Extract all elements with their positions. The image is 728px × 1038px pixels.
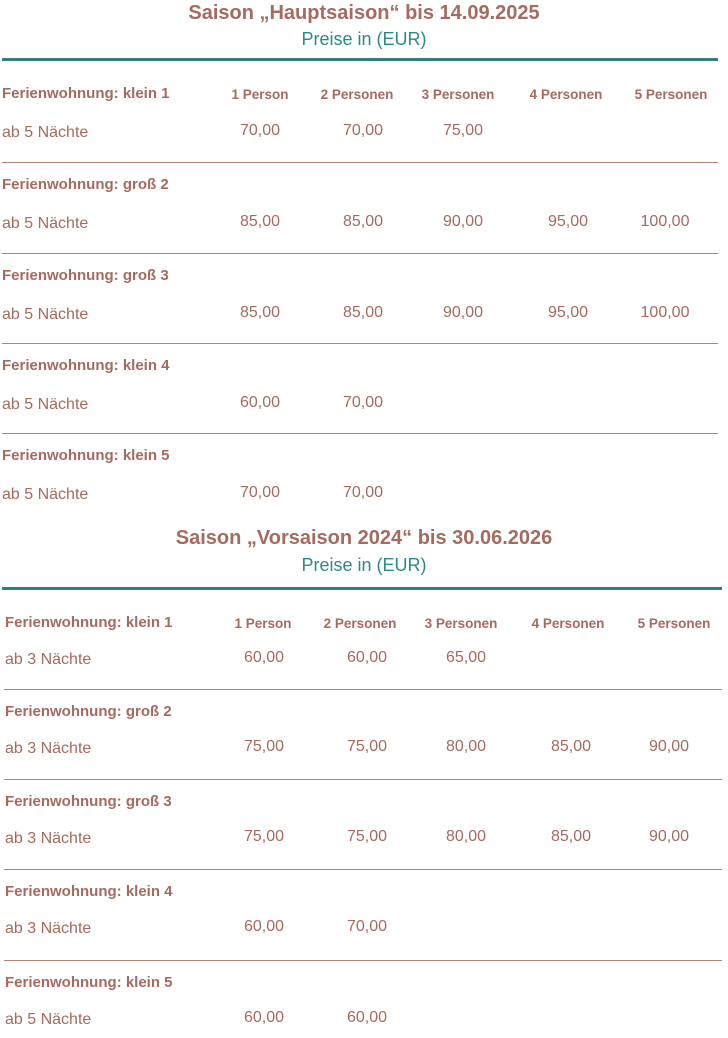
price-cell: 75,00 [243, 738, 285, 755]
minimum-nights: ab 5 Nächte [2, 396, 89, 413]
minimum-nights: ab 3 Nächte [5, 651, 92, 668]
price-cell: 85,00 [550, 738, 592, 755]
price-cell: 80,00 [445, 828, 487, 845]
price-cell: 100,00 [640, 304, 690, 321]
price-cell: 90,00 [648, 738, 690, 755]
season-section [0, 527, 728, 1037]
apartment-name: Ferienwohnung: klein 4 [2, 357, 170, 374]
price-cell: 65,00 [445, 649, 487, 666]
row-divider [2, 343, 718, 344]
price-cell: 85,00 [342, 213, 384, 230]
price-cell: 70,00 [239, 484, 281, 501]
column-header-persons: 1 Person [231, 87, 289, 102]
price-cell: 75,00 [442, 122, 484, 139]
price-cell: 60,00 [243, 649, 285, 666]
section-divider [2, 587, 722, 590]
apartment-name: Ferienwohnung: groß 2 [5, 703, 172, 720]
price-cell: 100,00 [640, 213, 690, 230]
season-title: Saison „Vorsaison 2024“ bis 30.06.2026 [175, 527, 553, 549]
column-header-persons: 4 Personen [531, 616, 605, 631]
apartment-name: Ferienwohnung: klein 4 [5, 883, 173, 900]
apartment-name: Ferienwohnung: klein 1 [5, 614, 173, 631]
price-cell: 60,00 [243, 1009, 285, 1026]
apartment-name: Ferienwohnung: klein 5 [5, 974, 173, 991]
season-title: Saison „Hauptsaison“ bis 14.09.2025 [188, 2, 540, 24]
price-cell: 70,00 [239, 122, 281, 139]
price-cell: 60,00 [239, 394, 281, 411]
price-cell: 70,00 [342, 484, 384, 501]
column-header-persons: 5 Personen [634, 87, 708, 102]
minimum-nights: ab 3 Nächte [5, 740, 92, 757]
price-cell: 75,00 [243, 828, 285, 845]
row-divider [2, 433, 718, 434]
row-divider [4, 869, 722, 870]
price-cell: 60,00 [346, 1009, 388, 1026]
price-cell: 60,00 [346, 649, 388, 666]
apartment-name: Ferienwohnung: groß 3 [5, 793, 172, 810]
minimum-nights: ab 5 Nächte [5, 1011, 92, 1028]
price-cell: 95,00 [547, 304, 589, 321]
row-divider [4, 779, 722, 780]
price-cell: 75,00 [346, 828, 388, 845]
price-cell: 70,00 [342, 122, 384, 139]
apartment-name: Ferienwohnung: groß 2 [2, 176, 169, 193]
price-cell: 85,00 [550, 828, 592, 845]
minimum-nights: ab 5 Nächte [2, 486, 89, 503]
price-cell: 95,00 [547, 213, 589, 230]
apartment-name: Ferienwohnung: klein 1 [2, 85, 170, 102]
row-divider [2, 253, 718, 254]
row-divider [4, 960, 722, 961]
apartment-name: Ferienwohnung: groß 3 [2, 267, 169, 284]
price-cell: 60,00 [243, 918, 285, 935]
minimum-nights: ab 5 Nächte [2, 215, 89, 232]
price-cell: 85,00 [239, 213, 281, 230]
minimum-nights: ab 3 Nächte [5, 920, 92, 937]
price-cell: 90,00 [648, 828, 690, 845]
column-header-persons: 3 Personen [424, 616, 498, 631]
apartment-name: Ferienwohnung: klein 5 [2, 447, 170, 464]
row-divider [2, 162, 718, 163]
column-header-persons: 2 Personen [323, 616, 397, 631]
row-divider [4, 689, 722, 690]
price-cell: 80,00 [445, 738, 487, 755]
price-cell: 85,00 [239, 304, 281, 321]
column-header-persons: 3 Personen [421, 87, 495, 102]
price-cell: 85,00 [342, 304, 384, 321]
price-cell: 70,00 [342, 394, 384, 411]
column-header-persons: 5 Personen [637, 616, 711, 631]
price-cell: 90,00 [442, 304, 484, 321]
column-header-persons: 1 Person [234, 616, 292, 631]
minimum-nights: ab 5 Nächte [2, 306, 89, 323]
price-cell: 90,00 [442, 213, 484, 230]
section-divider [2, 58, 718, 61]
price-cell: 70,00 [346, 918, 388, 935]
season-section [0, 0, 728, 510]
minimum-nights: ab 3 Nächte [5, 830, 92, 847]
price-cell: 75,00 [346, 738, 388, 755]
currency-subtitle: Preise in (EUR) [301, 29, 427, 49]
column-header-persons: 2 Personen [320, 87, 394, 102]
column-header-persons: 4 Personen [529, 87, 603, 102]
currency-subtitle: Preise in (EUR) [301, 555, 427, 575]
minimum-nights: ab 5 Nächte [2, 124, 89, 141]
